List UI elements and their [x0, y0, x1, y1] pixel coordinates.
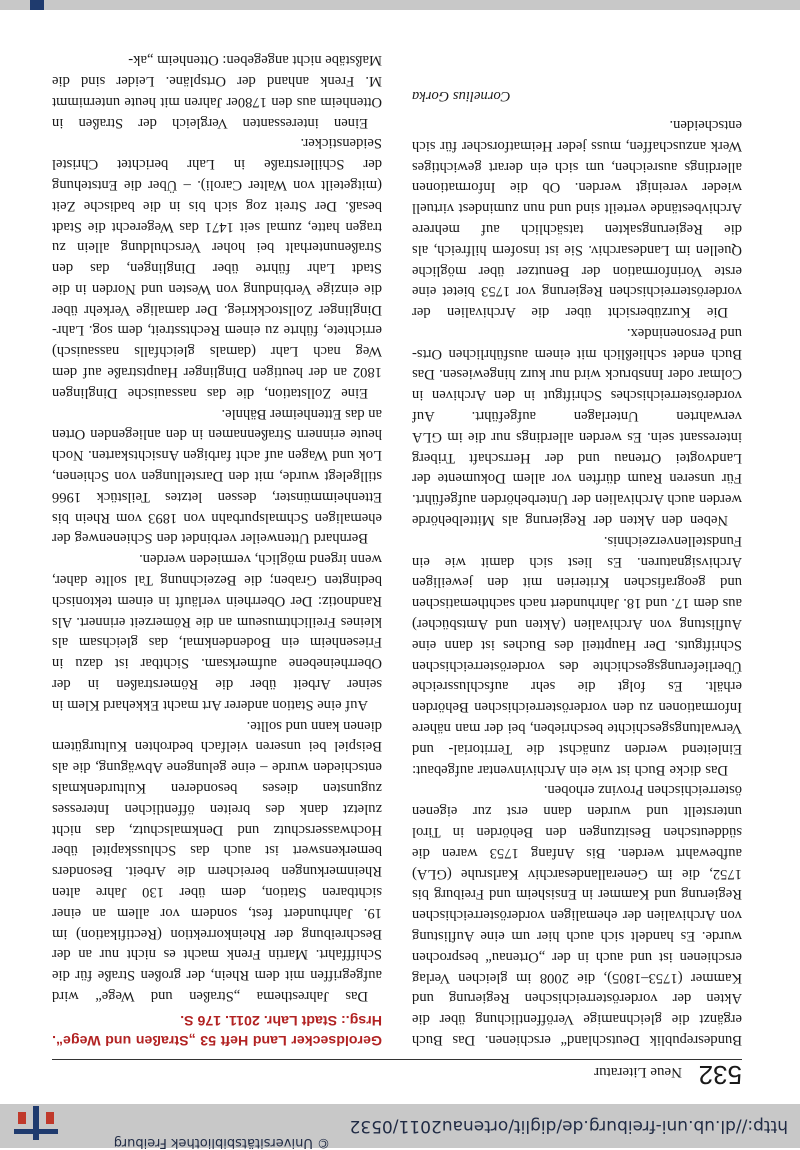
review-author: Cornelius Gorka	[412, 88, 511, 105]
source-url[interactable]: http://dl.ub.uni-freiburg.de/diglit/ortenau2011/0532	[349, 1116, 788, 1136]
paragraph: Auf eine Station anderer Art macht Ekkehard Klem in seiner Arbeit über die Römerstraßen in der Oberrheinebene aufmerksam. Sichtbar ist dazu in Friesenheim ein Bodendenkmal, das gleichsam als kleines Freilichtmuseum an die Römerzeit erinnert. Als Randnotiz: Der Oberrhein verläuft in einem tektonisch bedingten Graben; die Bezeichnung Tal sollte daher, wenn irgend möglich, vermieden werden.	[52, 551, 382, 713]
section-title: Neue Literatur	[594, 1064, 682, 1080]
paragraph: Bundesrepublik Deutschland“ erschienen. Das Buch ergänzt die gleichnamige Veröffentlichung über die Akten der vorderösterreichischen Regierung und Kammer (1753–1805), die 2008 im gleichen Verlag erschienen ist und auch in der „Ortenau“ besprochen wurde. Es handelt sich auch hier um eine Auflistung von Archivalien der ehemaligen vorderösterreichischen Regierung und Kammer in Ensisheim und Freiburg bis 1752, die im Generallandesarchiv Karlsruhe (GLA) aufbewahrt werden. Bis Anfang 1753 waren die süddeutschen Besitzungen den Behörden in Tirol unterstellt und wurden dann erst zur eigenen österreichischen Provinz erhoben.	[412, 782, 742, 1048]
paragraph: Bernhard Uttenweiler verbindet den Schienenweg der ehemaligen Schmalspurbahn von 1893 vom Rhein bis Ettenheimmünster, dessen letztes Teilstück 1966 stillgelegt wurde, mit den Darstellungen von Schienen, Lok und Wagen auf acht farbigen Ansichtskarten. Noch heute erinnern Straßennamen in den anliegenden Orten an das Ettenheimer Bähnle.	[52, 405, 382, 547]
book-heading: Geroldsecker Land Heft 53 „Straßen und Wege“. Hrsg.: Stadt Lahr. 2011. 176 S.	[52, 1012, 382, 1048]
archive-header-bar	[0, 1104, 800, 1148]
paragraph: Eine Zollstation, die das nassauische Dinglingen 1802 an der heutigen Dinglinger Hauptstraße auf dem Weg nach Lahr (damals gleichfalls nassauisch) errichtete, führte zu einem Rechtsstreit, dem sog. Lahr-Dinglinger Zollstockkrieg. Der damalige Verkehr über die einzige Verbindung von Westen und Norden in die Stadt Lahr führte über Dinglingen, das den Straßenunterhalt bei hoher Verschuldung allein zu tragen hatte, zumal seit 1471 das Wegerecht die Stadt besaß. Der Streit zog sich bis in die badische Zeit (mitgeteilt von Walter Caroli). – Über die Entstehung der Schillerstraße in Lahr berichtet Christel Seidensticker.	[52, 135, 382, 401]
ub-logo-small-icon	[30, 0, 44, 10]
page-number: 532	[698, 1060, 742, 1090]
header-rule	[52, 1059, 742, 1060]
copyright-notice: © Universitätsbibliothek Freiburg	[113, 1135, 330, 1150]
paragraph: Das dicke Buch ist wie ein Archivinventar aufgebaut: Einleitend werden zunächst die Territorial- und Verwaltungsgeschichte beschrieben, bei der man nähere Informationen zu den vorderösterreichischen Behörden erhält. Es folgt die sehr aufschlussreiche Überlieferungsgeschichte des vorderösterreichischen Schriftguts. Der Hauptteil des Buches ist dann eine Auflistung von Archivalien (Akten und Amtsbücher) aus dem 17. und 18. Jahrhundert nach sachthematischen und geografischen Kriterien mit den jeweiligen Archivsignaturen. Es liest sich damit wie ein Fundstellenverzeichnis.	[412, 532, 742, 778]
paragraph: Neben den Akten der Regierung als Mittelbehörde werden auch Archivalien der Unterbehörden aufgeführt. Für unseren Raum dürften vor allem Dokumente der Landvogtei Ortenau und der Herrschaft Triberg interessant sein. Es werden allerdings nur die im GLA verwahrten Unterlagen aufgeführt. Auf vorderösterreichisches Schriftgut in den Archiven in Colmar oder Innsbruck wird nur kurz hingewiesen. Das Buch endet schließlich mit einem ausführlichen Orts- und Personenindex.	[412, 324, 742, 529]
archive-footer-bar	[0, 0, 800, 10]
ub-logo-icon	[14, 1106, 58, 1140]
page-header	[52, 1050, 742, 1090]
right-column	[52, 49, 382, 1050]
paragraph: Einen interessanten Vergleich der Straßen in Ottenheim aus den 1780er Jahren mit heute unternimmt M. Frenk anhand der Ortspläne. Leider sind die Maßstäbe nicht angegeben: Ottenheim „ak-	[52, 52, 382, 131]
paragraph: Das Jahresthema „Straßen und Wege“ wird aufgegriffen mit dem Rhein, der großen Straße für die Schifffahrt. Martin Frenk macht es nicht nur an der Beschreibung der Rheinkorrektion (Rectifikation) im 19. Jahrhundert fest, sondern vor allem an einer sichtbaren Station, dem über 130 Jahre alten Rheinmerkungen bereichern die Arbeit. Besonders bemerkenswert ist auch das Schlusskapitel über Hochwasserschutz und Denkmalschutz, das nicht zuletzt dank des breiten öffentlichen Interesses zugunsten dieses besonderen Kulturdenkmals entschieden wurde – eine gelungene Abwägung, die als Beispiel bei unseren vielfach bedrohten Kulturgütern dienen kann und sollte.	[52, 717, 382, 1004]
paragraph: Die Kurzübersicht über die Archivalien der vorderösterreichischen Regierung vor 1753 bietet eine erste Vorinformation der Benutzer über mögliche Quellen im Landesarchiv. Sie ist insofern hilfreich, als die Regierungsakten tatsächlich auf mehrere Archivbestände verteilt sind und nun zumindest virtuell wieder vereinigt werden. Ob die Informationen allerdings ausreichen, um sich ein derart gewichtiges Werk anzuschaffen, muss jeder Heimatforscher für sich entscheiden.	[412, 116, 742, 321]
left-column	[412, 71, 742, 1050]
